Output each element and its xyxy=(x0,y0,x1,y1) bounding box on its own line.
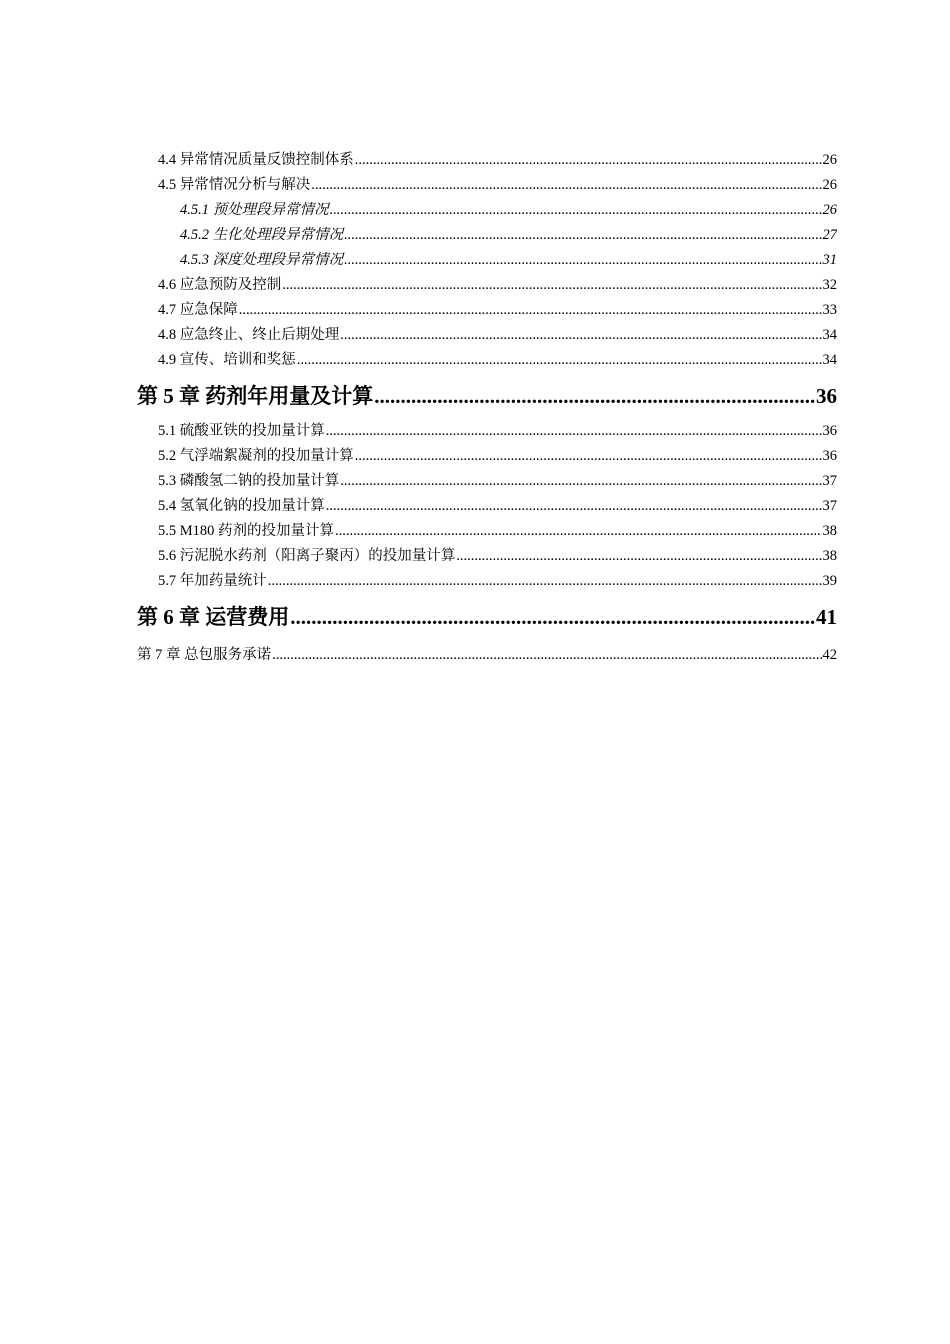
toc-page-number: 33 xyxy=(822,302,837,318)
toc-dot-leader xyxy=(344,248,821,273)
toc-dot-leader xyxy=(311,173,821,198)
table-of-contents xyxy=(137,148,837,670)
toc-chapter-label: 第 5 章 药剂年用量及计算 xyxy=(137,384,374,408)
toc-chapter-7[interactable] xyxy=(137,640,837,670)
toc-dot-leader xyxy=(344,223,821,248)
toc-page-number: 37 xyxy=(822,498,837,514)
toc-entry-4-4[interactable] xyxy=(137,148,837,173)
toc-page-number: 42 xyxy=(822,647,837,663)
toc-dot-leader xyxy=(355,148,822,173)
toc-dot-leader xyxy=(297,348,822,373)
toc-page-number: 38 xyxy=(822,548,837,564)
toc-chapter-label: 第 6 章 运营费用 xyxy=(137,605,290,629)
toc-page-number: 26 xyxy=(822,177,837,193)
toc-page-number: 36 xyxy=(822,423,837,439)
toc-entry-4-5[interactable] xyxy=(137,173,837,198)
toc-page-number: 37 xyxy=(822,473,837,489)
toc-entry-label: 5.7 年加药量统计 xyxy=(158,573,267,589)
toc-entry-5-2[interactable] xyxy=(137,444,837,469)
toc-page-number: 41 xyxy=(816,605,837,629)
toc-entry-4-5-3[interactable] xyxy=(137,248,837,273)
toc-dot-leader xyxy=(456,544,821,569)
toc-chapter-5[interactable] xyxy=(137,373,837,419)
toc-dot-leader xyxy=(268,569,822,594)
toc-page-number: 39 xyxy=(822,573,837,589)
toc-entry-label: 5.5 M180 药剂的投加量计算 xyxy=(158,523,335,539)
toc-entry-5-6[interactable] xyxy=(137,544,837,569)
toc-entry-label: 4.4 异常情况质量反馈控制体系 xyxy=(158,152,354,168)
toc-dot-leader xyxy=(330,198,822,223)
toc-entry-label: 5.1 硫酸亚铁的投加量计算 xyxy=(158,423,325,439)
toc-dot-leader xyxy=(290,594,815,640)
toc-page-number: 31 xyxy=(822,252,837,268)
toc-entry-label: 4.9 宣传、培训和奖惩 xyxy=(158,352,296,368)
toc-page-number: 36 xyxy=(816,384,837,408)
toc-entry-5-3[interactable] xyxy=(137,469,837,494)
toc-entry-label: 4.7 应急保障 xyxy=(158,302,238,318)
toc-dot-leader xyxy=(239,298,822,323)
toc-entry-label: 5.6 污泥脱水药剂（阳离子聚丙）的投加量计算 xyxy=(158,548,456,564)
toc-entry-5-4[interactable] xyxy=(137,494,837,519)
toc-entry-label: 4.6 应急预防及控制 xyxy=(158,277,282,293)
toc-dot-leader xyxy=(340,469,821,494)
toc-entry-label: 5.2 气浮端絮凝剂的投加量计算 xyxy=(158,448,354,464)
toc-entry-4-6[interactable] xyxy=(137,273,837,298)
toc-entry-5-1[interactable] xyxy=(137,419,837,444)
toc-entry-4-5-1[interactable] xyxy=(137,198,837,223)
toc-entry-label: 4.5.2 生化处理段异常情况 xyxy=(180,227,344,243)
toc-page-number: 26 xyxy=(822,202,837,218)
toc-entry-label: 4.5.3 深度处理段异常情况 xyxy=(180,252,344,268)
toc-entry-label: 4.5 异常情况分析与解决 xyxy=(158,177,311,193)
toc-page-number: 36 xyxy=(822,448,837,464)
toc-entry-label: 4.8 应急终止、终止后期处理 xyxy=(158,327,340,343)
toc-entry-4-9[interactable] xyxy=(137,348,837,373)
toc-page-number: 34 xyxy=(822,352,837,368)
toc-page-number: 32 xyxy=(822,277,837,293)
toc-page-number: 38 xyxy=(822,523,837,539)
toc-entry-5-5[interactable] xyxy=(137,519,837,544)
toc-page-number: 26 xyxy=(822,152,837,168)
toc-entry-label: 5.3 磷酸氢二钠的投加量计算 xyxy=(158,473,340,489)
toc-dot-leader xyxy=(326,419,822,444)
toc-dot-leader xyxy=(355,444,822,469)
toc-entry-label: 4.5.1 预处理段异常情况 xyxy=(180,202,329,218)
toc-chapter-6[interactable] xyxy=(137,594,837,640)
toc-dot-leader xyxy=(282,273,821,298)
toc-dot-leader xyxy=(272,640,821,670)
toc-page-number: 27 xyxy=(822,227,837,243)
toc-dot-leader xyxy=(326,494,822,519)
toc-page-number: 34 xyxy=(822,327,837,343)
toc-entry-4-5-2[interactable] xyxy=(137,223,837,248)
toc-chapter-label: 第 7 章 总包服务承诺 xyxy=(137,647,272,663)
toc-dot-leader xyxy=(335,519,821,544)
toc-entry-label: 5.4 氢氧化钠的投加量计算 xyxy=(158,498,325,514)
toc-entry-4-8[interactable] xyxy=(137,323,837,348)
toc-entry-5-7[interactable] xyxy=(137,569,837,594)
toc-entry-4-7[interactable] xyxy=(137,298,837,323)
toc-dot-leader xyxy=(374,373,815,419)
toc-dot-leader xyxy=(340,323,821,348)
